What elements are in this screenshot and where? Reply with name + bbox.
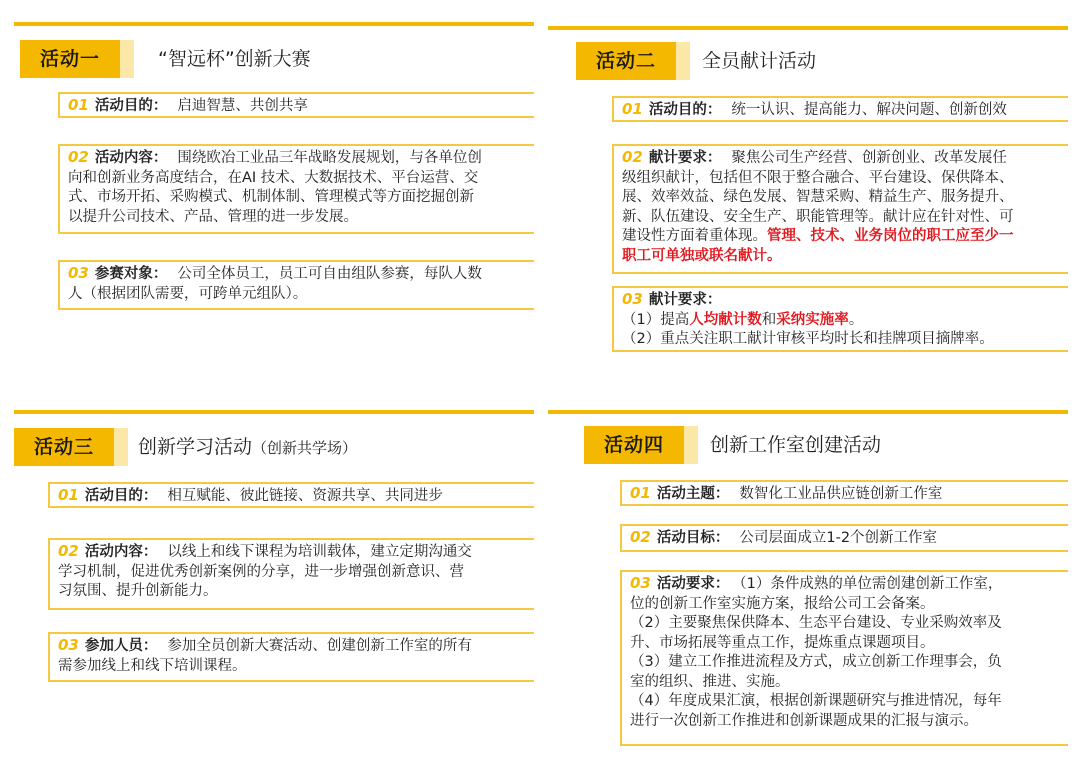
item-text: （1）条件成熟的单位需创建创新工作室， xyxy=(739,576,1003,592)
item-number: 01 xyxy=(630,484,651,502)
activity-tag: 活动一 xyxy=(20,40,120,78)
item-requirements xyxy=(620,570,1068,746)
item-text: 公司全体员工，员工可自由组队参赛，每队人数 xyxy=(177,266,482,282)
panel-activity-3 xyxy=(14,410,534,710)
item-text: 需参加线上和线下培训课程。 xyxy=(58,657,247,674)
item-text: （4）年度成果汇演，根据创新课题研究与推进情况，每年 xyxy=(630,693,1002,709)
item-text: 公司层面成立1-2个创新工作室 xyxy=(739,530,938,546)
panel-top-border xyxy=(14,22,534,26)
highlight-text: 管理、技术、业务岗位的职工应至少一 xyxy=(767,228,1014,244)
item-number: 03 xyxy=(622,290,643,308)
item-number: 03 xyxy=(630,574,651,592)
item-label: 活动要求： xyxy=(656,576,730,592)
activity-title xyxy=(138,428,357,467)
item-label: 活动目的： xyxy=(94,98,168,114)
item-purpose xyxy=(58,92,534,118)
item-number: 02 xyxy=(58,542,79,560)
item-label: 活动目的： xyxy=(648,102,722,118)
item-text: 室的组织、推进、实施。 xyxy=(630,673,790,690)
item-participants xyxy=(48,632,534,682)
item-label: 献计要求： xyxy=(648,150,722,166)
item-label: 活动内容： xyxy=(84,544,158,560)
item-text: 进行一次创新工作推进和创新课题成果的汇报与演示。 xyxy=(630,712,978,729)
item-label: 活动主题： xyxy=(656,486,730,502)
item-label: 参赛对象： xyxy=(94,266,168,282)
activity-tag: 活动四 xyxy=(584,426,684,464)
item-text: 。 xyxy=(848,311,864,328)
panel-activity-4 xyxy=(548,410,1068,762)
activity-tag: 活动二 xyxy=(576,42,676,80)
item-text: （3）建立工作推进流程及方式，成立创新工作理事会，负 xyxy=(630,654,1002,670)
item-text: 展、效率效益、绿色发展、智慧采购、精益生产、服务提升、 xyxy=(622,189,1014,205)
item-text: 新、队伍建设、安全生产、职能管理等。献计应在针对性、可 xyxy=(622,208,1014,225)
item-goal xyxy=(620,524,1068,552)
item-label: 活动目标： xyxy=(656,530,730,546)
item-text: 式、市场开拓、采购模式、机制体制、管理模式等方面挖掘创新 xyxy=(68,189,474,205)
item-text: 参加全员创新大赛活动、创建创新工作室的所有 xyxy=(167,638,472,654)
item-text: （2）主要聚焦保供降本、生态平台建设、专业采购效率及 xyxy=(630,615,1002,631)
panel-activity-1 xyxy=(14,22,534,322)
panel-top-border xyxy=(548,26,1068,30)
item-text: 以线上和线下课程为培训载体，建立定期沟通交 xyxy=(167,544,472,560)
item-requirements xyxy=(612,144,1068,274)
item-text: 级组织献计，包括但不限于整合融合、平台建设、保供降本、 xyxy=(622,169,1014,186)
item-content xyxy=(48,538,534,610)
activity-title: “智远杯”创新大赛 xyxy=(158,48,311,70)
highlight-text: 人均献计数 xyxy=(689,311,762,328)
item-number: 03 xyxy=(58,636,79,654)
item-text: （2）重点关注职工献计审核平均时长和挂牌项目摘牌率。 xyxy=(622,331,994,347)
item-participants xyxy=(58,260,534,310)
item-number: 01 xyxy=(58,486,79,504)
item-text: 以提升公司技术、产品、管理的进一步发展。 xyxy=(68,208,358,225)
item-number: 02 xyxy=(630,528,651,546)
activity-title: 创新工作室创建活动 xyxy=(710,434,882,456)
item-text: 启迪智慧、共创共享 xyxy=(177,98,308,114)
item-text: 向和创新业务高度结合，在AI 技术、大数据技术、平台运营、交 xyxy=(68,169,479,186)
item-text: 数智化工业品供应链创新工作室 xyxy=(739,486,943,502)
item-text: 相互赋能、彼此链接、资源共享、共同进步 xyxy=(167,488,443,504)
panel-activity-2 xyxy=(548,26,1068,356)
highlight-text: 采纳实施率 xyxy=(776,311,849,328)
panel-top-border xyxy=(548,410,1068,414)
panel-top-border xyxy=(14,410,534,414)
item-purpose xyxy=(612,96,1068,122)
activity-subtitle: （创新共学场） xyxy=(252,439,358,457)
item-text: 聚焦公司生产经营、创新创业、改革发展任 xyxy=(731,150,1007,166)
highlight-text: 职工可单独或联名献计。 xyxy=(622,247,782,264)
item-text: 和 xyxy=(761,311,777,328)
item-text: 习氛围、提升创新能力。 xyxy=(58,583,218,599)
item-text: （1）提高 xyxy=(622,311,690,328)
item-text: 人（根据团队需要，可跨单元组队）。 xyxy=(68,285,308,302)
item-text: 建设性方面着重体现。 xyxy=(622,228,767,244)
item-number: 01 xyxy=(68,96,89,114)
item-label: 活动内容： xyxy=(94,150,168,166)
item-number: 02 xyxy=(68,148,89,166)
activity-tag: 活动三 xyxy=(14,428,114,466)
item-purpose xyxy=(48,482,534,508)
item-label: 活动目的： xyxy=(84,488,158,504)
item-number: 01 xyxy=(622,100,643,118)
item-text: 学习机制，促进优秀创新案例的分享，进一步增强创新意识、营 xyxy=(58,563,464,580)
activity-title-main: 创新学习活动 xyxy=(138,436,253,458)
item-content xyxy=(58,144,534,234)
activity-title: 全员献计活动 xyxy=(702,50,817,72)
item-label: 参加人员： xyxy=(84,638,158,654)
item-number: 03 xyxy=(68,264,89,282)
item-text: 统一认识、提高能力、解决问题、创新创效 xyxy=(731,102,1007,118)
item-text: 升、市场拓展等重点工作，提炼重点课题项目。 xyxy=(630,634,935,651)
item-label: 献计要求： xyxy=(648,292,722,308)
item-theme xyxy=(620,480,1068,506)
item-requirements-2 xyxy=(612,286,1068,352)
item-text: 位的创新工作室实施方案，报给公司工会备案。 xyxy=(630,595,935,612)
item-text: 围绕欧冶工业品三年战略发展规划，与各单位创 xyxy=(177,150,482,166)
item-number: 02 xyxy=(622,148,643,166)
